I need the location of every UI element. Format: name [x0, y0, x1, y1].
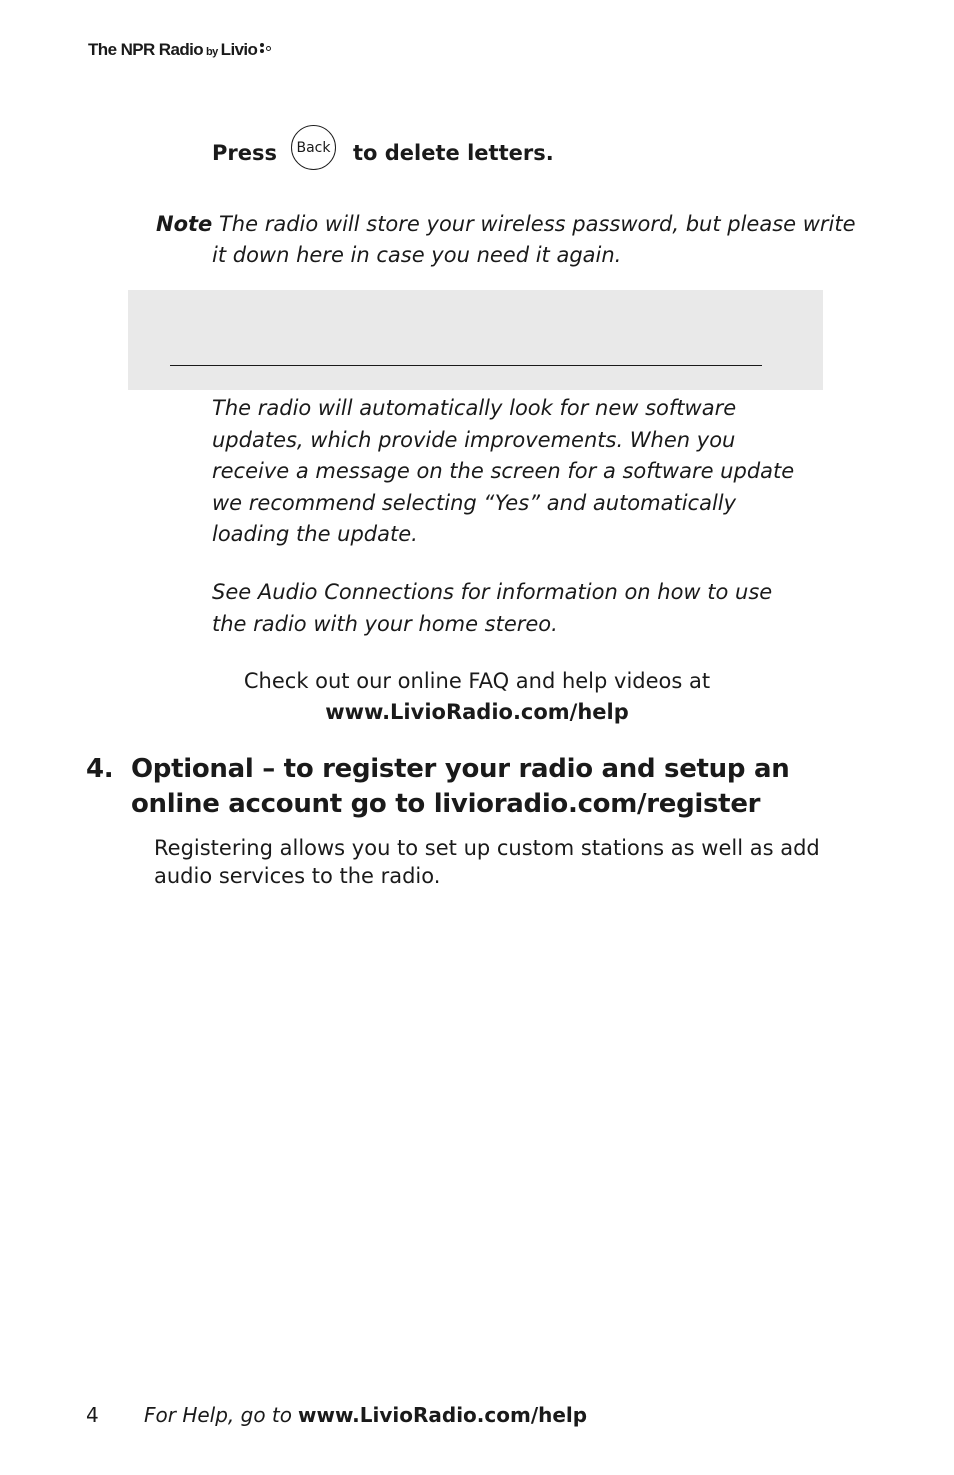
- faq-callout: [130, 666, 824, 728]
- press-label: Press: [212, 140, 277, 165]
- register-description: Registering allows you to set up custom stations as well as add audio services to the radio.: [154, 836, 820, 888]
- step-4-heading: [86, 752, 866, 822]
- brand-logo: [88, 40, 272, 60]
- logo-word-npr: NPR: [120, 40, 155, 59]
- faq-url-link[interactable]: www.LivioRadio.com/help: [325, 700, 629, 724]
- logo-word-the: The: [88, 40, 117, 59]
- livio-dots-icon: [258, 43, 272, 55]
- step-number: 4.: [86, 754, 114, 784]
- password-write-line: [170, 365, 762, 366]
- delete-letters-label: to delete letters.: [353, 140, 554, 165]
- back-button-icon: [291, 125, 336, 170]
- logo-word-radio: Radio: [158, 40, 204, 59]
- logo-word-livio: Livio: [220, 40, 258, 59]
- step-title: Optional – to register your radio and setup an online account go to livioradio.com/register: [131, 754, 790, 819]
- password-write-box: [128, 290, 823, 390]
- page-footer: [86, 1403, 587, 1427]
- logo-word-by: by: [206, 46, 218, 58]
- note-label: Note: [156, 212, 213, 236]
- password-note: [156, 209, 872, 271]
- audio-connections-paragraph: See Audio Connections for information on how to use the radio with your home stereo.: [212, 580, 773, 636]
- back-button-label: Back: [296, 139, 331, 156]
- page-number: 4: [86, 1403, 99, 1427]
- footer-help-text: For Help, go to: [144, 1403, 292, 1427]
- note-text: The radio will store your wireless password, but please write it down here in case you need it again.: [212, 212, 856, 267]
- footer-help-url[interactable]: www.LivioRadio.com/help: [298, 1403, 588, 1427]
- software-update-paragraph: The radio will automatically look for new software updates, which provide improvements. When you receive a message on the screen for a software update we recommend selecting “Yes” and automatically loading the update.: [212, 396, 795, 546]
- faq-text: Check out our online FAQ and help videos at: [243, 669, 711, 693]
- press-back-instruction: [212, 130, 554, 175]
